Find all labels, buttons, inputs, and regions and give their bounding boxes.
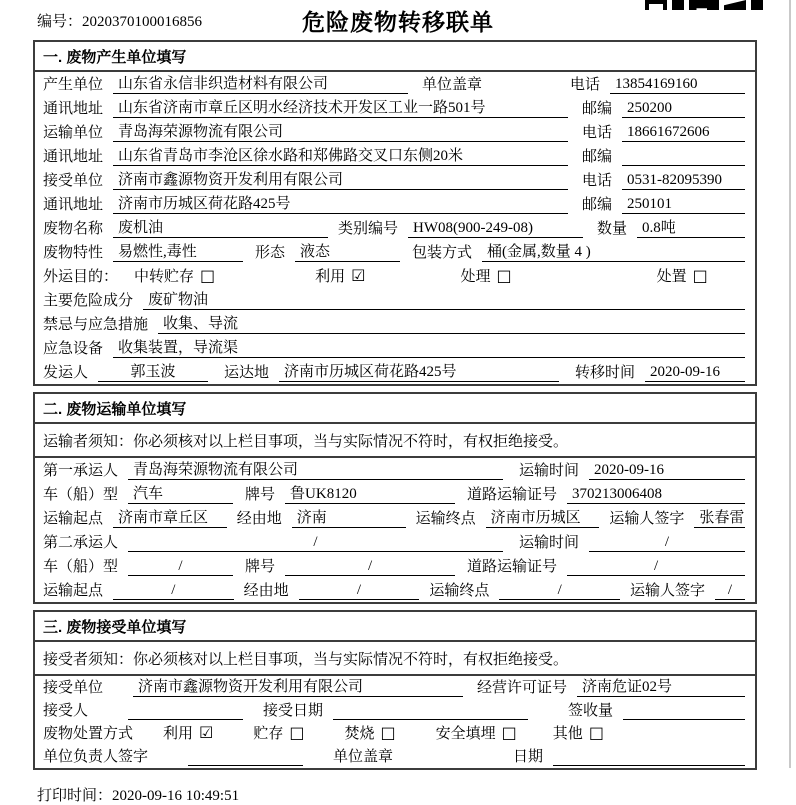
purpose-option-treat <box>461 265 512 286</box>
checkbox-unchecked-icon: □ <box>380 722 396 742</box>
receiver-unit-value: 济南市鑫源物资开发利用有限公司 <box>113 168 568 190</box>
qr-block <box>672 0 684 10</box>
page-title: 危险废物转移联单 <box>302 9 494 35</box>
packing-method-label: 包装方式 <box>412 245 473 261</box>
responsible-signature-label: 单位负责人签字 <box>43 749 149 765</box>
purpose-option-label: 处理 <box>460 269 491 285</box>
generator-phone-label: 电话 <box>570 77 601 93</box>
receiver-phone-value: 0531-82095390 <box>622 172 745 190</box>
license-number-value: 济南危证02号 <box>577 675 745 697</box>
plate-number-label: 牌号 <box>245 487 276 503</box>
transport-time-value: / <box>589 534 745 552</box>
destination-label: 运达地 <box>224 365 270 381</box>
plate-number-value: 鲁UK8120 <box>285 482 455 504</box>
row-generator-address <box>35 96 755 120</box>
generator-address-value: 山东省济南市章丘区明水经济技术开发区工业一路501号 <box>113 96 568 118</box>
shipper-label: 发运人 <box>43 365 89 381</box>
route-via-label: 经由地 <box>236 511 282 527</box>
carrier-signature-value: / <box>715 582 745 600</box>
generator-zip-label: 邮编 <box>582 101 613 117</box>
route-end-value: 济南市历城区 <box>486 506 600 528</box>
checkbox-unchecked-icon: □ <box>692 265 708 285</box>
transporter-notice: 运输者须知：你必须核对以上栏目事项，当与实际情况不符时，有权拒绝接受。 <box>35 424 755 458</box>
waste-name-value: 废机油 <box>113 216 328 238</box>
route-start-value: / <box>113 582 234 600</box>
plate-number-value: / <box>285 558 455 576</box>
waste-form-value: 液态 <box>295 240 400 262</box>
signed-quantity-label: 签收量 <box>568 703 614 719</box>
unit-seal-label: 单位盖章 <box>333 749 394 765</box>
serial-number-value: 2020370100016856 <box>82 14 203 30</box>
road-permit-value: 370213006408 <box>567 486 745 504</box>
hazard-components-label: 主要危险成分 <box>43 293 134 309</box>
emergency-equipment-label: 应急设备 <box>43 341 104 357</box>
plate-number-label: 牌号 <box>245 559 276 575</box>
row-transport-address <box>35 144 755 168</box>
qr-block <box>751 0 763 10</box>
transfer-time-value: 2020-09-16 <box>645 364 745 382</box>
purpose-option-transit-storage <box>134 265 215 286</box>
checkbox-checked-icon: ☑ <box>199 722 214 742</box>
section2-header: 二. 废物运输单位填写 <box>35 394 755 424</box>
receiver-notice: 接受者须知：你必须核对以上栏目事项，当与实际情况不符时，有权拒绝接受。 <box>35 642 755 676</box>
row-route-1 <box>35 506 755 530</box>
document-header <box>0 0 796 40</box>
route-end-label: 运输终点 <box>429 583 490 599</box>
disposal-option-label: 其他 <box>552 726 583 742</box>
taboo-measures-value: 收集、导流 <box>158 312 745 334</box>
waste-qty-label: 数量 <box>597 221 628 237</box>
row-receiving-unit <box>35 676 755 699</box>
generator-zip-value: 250200 <box>622 100 745 118</box>
row-vehicle-1 <box>35 482 755 506</box>
row-taboo-measures <box>35 312 755 336</box>
row-receiver-address <box>35 192 755 216</box>
second-carrier-value: / <box>128 534 503 552</box>
disposal-option-landfill <box>436 722 517 743</box>
unit-seal-label: 单位盖章 <box>422 77 483 93</box>
disposal-option-incinerate <box>345 722 396 743</box>
acceptor-label: 接受人 <box>43 703 89 719</box>
row-transport-unit <box>35 120 755 144</box>
accept-date-label: 接受日期 <box>263 703 324 719</box>
vehicle-type-label: 车（船）型 <box>43 487 119 503</box>
row-responsible-signature <box>35 745 755 768</box>
emergency-equipment-value: 收集装置，导流渠 <box>113 336 745 358</box>
carrier-signature-label: 运输人签字 <box>629 583 705 599</box>
route-via-value: 济南 <box>292 506 406 528</box>
checkbox-unchecked-icon: □ <box>289 722 305 742</box>
waste-form-label: 形态 <box>255 245 286 261</box>
purpose-option-label: 中转贮存 <box>134 269 195 285</box>
transport-address-label: 通讯地址 <box>43 149 104 165</box>
page-edge-line <box>789 0 791 768</box>
row-transfer-purpose <box>35 264 755 288</box>
transport-unit-value: 青岛海荣源物流有限公司 <box>113 120 568 142</box>
receiver-address-label: 通讯地址 <box>43 197 104 213</box>
waste-properties-value: 易燃性,毒性 <box>113 240 243 262</box>
first-carrier-value: 青岛海荣源物流有限公司 <box>128 458 503 480</box>
transfer-time-label: 转移时间 <box>575 365 636 381</box>
disposal-option-label: 利用 <box>163 726 194 742</box>
road-permit-value: / <box>567 558 745 576</box>
license-number-label: 经营许可证号 <box>477 680 568 696</box>
vehicle-type-value: / <box>128 558 233 576</box>
print-time-value: 2020-09-16 10:49:51 <box>112 788 240 804</box>
row-route-2 <box>35 578 755 602</box>
second-carrier-label: 第二承运人 <box>43 535 119 551</box>
row-acceptance <box>35 699 755 722</box>
shipper-value: 郭玉波 <box>98 360 208 382</box>
waste-properties-label: 废物特性 <box>43 245 104 261</box>
disposal-option-label: 安全填埋 <box>435 726 496 742</box>
transport-zip-label: 邮编 <box>582 149 613 165</box>
route-start-label: 运输起点 <box>43 583 104 599</box>
purpose-option-dispose <box>657 265 708 286</box>
receiver-zip-label: 邮编 <box>582 197 613 213</box>
row-receiver-unit <box>35 168 755 192</box>
qr-block <box>689 0 719 10</box>
checkbox-unchecked-icon: □ <box>496 265 512 285</box>
road-permit-label: 道路运输证号 <box>467 559 558 575</box>
checkbox-unchecked-icon: □ <box>588 722 604 742</box>
transport-phone-label: 电话 <box>582 125 613 141</box>
route-start-label: 运输起点 <box>43 511 104 527</box>
route-start-value: 济南市章丘区 <box>113 506 227 528</box>
print-time <box>0 776 796 805</box>
row-emergency-equipment <box>35 336 755 360</box>
qr-code-fragment <box>645 0 763 10</box>
packing-method-value: 桶(金属,数量 4 ) <box>482 240 745 262</box>
serial-number-label: 编号： <box>37 14 83 30</box>
section-waste-receiver <box>33 610 757 770</box>
accept-date-value <box>333 702 528 720</box>
section-waste-transporter <box>33 392 757 604</box>
row-waste-properties <box>35 240 755 264</box>
signed-quantity-value <box>623 702 745 720</box>
disposal-method-label: 废物处置方式 <box>43 726 134 742</box>
destination-value: 济南市历城区荷花路425号 <box>279 360 559 382</box>
vehicle-type-value: 汽车 <box>128 482 233 504</box>
vehicle-type-label: 车（船）型 <box>43 559 119 575</box>
carrier-signature-value: 张春雷 <box>694 506 745 528</box>
receiver-address-value: 济南市历城区荷花路425号 <box>113 192 568 214</box>
waste-name-label: 废物名称 <box>43 221 104 237</box>
seal-date-label: 日期 <box>513 749 544 765</box>
seal-date-value <box>553 748 745 766</box>
disposal-option-utilize <box>163 722 213 743</box>
transport-unit-label: 运输单位 <box>43 125 104 141</box>
transport-address-value: 山东省青岛市李沧区徐水路和郑佛路交叉口东侧20米 <box>113 144 568 166</box>
transport-time-label: 运输时间 <box>519 535 580 551</box>
receiving-unit-label: 接受单位 <box>43 680 104 696</box>
hazard-components-value: 废矿物油 <box>143 288 745 310</box>
taboo-measures-label: 禁忌与应急措施 <box>43 317 149 333</box>
checkbox-unchecked-icon: □ <box>200 265 216 285</box>
carrier-signature-label: 运输人签字 <box>609 511 685 527</box>
purpose-option-label: 处置 <box>656 269 687 285</box>
row-disposal-method <box>35 722 755 745</box>
section-waste-generator <box>33 40 757 386</box>
generator-unit-value: 山东省永信非织造材料有限公司 <box>113 72 408 94</box>
purpose-option-utilize <box>315 265 365 286</box>
row-shipper <box>35 360 755 384</box>
receiver-phone-label: 电话 <box>582 173 613 189</box>
waste-category-value: HW08(900-249-08) <box>408 220 583 238</box>
generator-phone-value: 13854169160 <box>610 76 745 94</box>
row-waste-name <box>35 216 755 240</box>
route-end-value: / <box>499 582 620 600</box>
generator-address-label: 通讯地址 <box>43 101 104 117</box>
waste-category-label: 类别编号 <box>338 221 399 237</box>
route-via-value: / <box>299 582 420 600</box>
row-vehicle-2 <box>35 554 755 578</box>
responsible-signature-value <box>188 748 303 766</box>
receiver-zip-value: 250101 <box>622 196 745 214</box>
transport-time-label: 运输时间 <box>519 463 580 479</box>
row-generator-unit <box>35 72 755 96</box>
transport-zip-value <box>622 148 745 166</box>
checkbox-checked-icon: ☑ <box>351 265 366 285</box>
first-carrier-label: 第一承运人 <box>43 463 119 479</box>
transfer-purpose-label: 外运目的： <box>43 269 119 285</box>
row-hazard-components <box>35 288 755 312</box>
disposal-option-label: 贮存 <box>253 726 284 742</box>
checkbox-unchecked-icon: □ <box>501 722 517 742</box>
road-permit-label: 道路运输证号 <box>467 487 558 503</box>
qr-block <box>724 0 746 10</box>
print-time-label: 打印时间： <box>37 788 113 804</box>
receiving-unit-value: 济南市鑫源物资开发利用有限公司 <box>133 675 463 697</box>
route-via-label: 经由地 <box>243 583 289 599</box>
row-second-carrier <box>35 530 755 554</box>
generator-unit-label: 产生单位 <box>43 77 104 93</box>
section3-header: 三. 废物接受单位填写 <box>35 612 755 642</box>
acceptor-value <box>128 702 243 720</box>
disposal-option-storage <box>253 722 304 743</box>
qr-block <box>645 0 667 10</box>
waste-qty-value: 0.8吨 <box>637 216 745 238</box>
disposal-option-label: 焚烧 <box>344 726 375 742</box>
purpose-option-label: 利用 <box>315 269 346 285</box>
transport-time-value: 2020-09-16 <box>589 462 745 480</box>
route-end-label: 运输终点 <box>415 511 476 527</box>
section1-header: 一. 废物产生单位填写 <box>35 42 755 72</box>
serial-number <box>37 10 202 31</box>
row-first-carrier <box>35 458 755 482</box>
disposal-option-other <box>553 722 604 743</box>
transport-phone-value: 18661672606 <box>622 124 745 142</box>
receiver-unit-label: 接受单位 <box>43 173 104 189</box>
